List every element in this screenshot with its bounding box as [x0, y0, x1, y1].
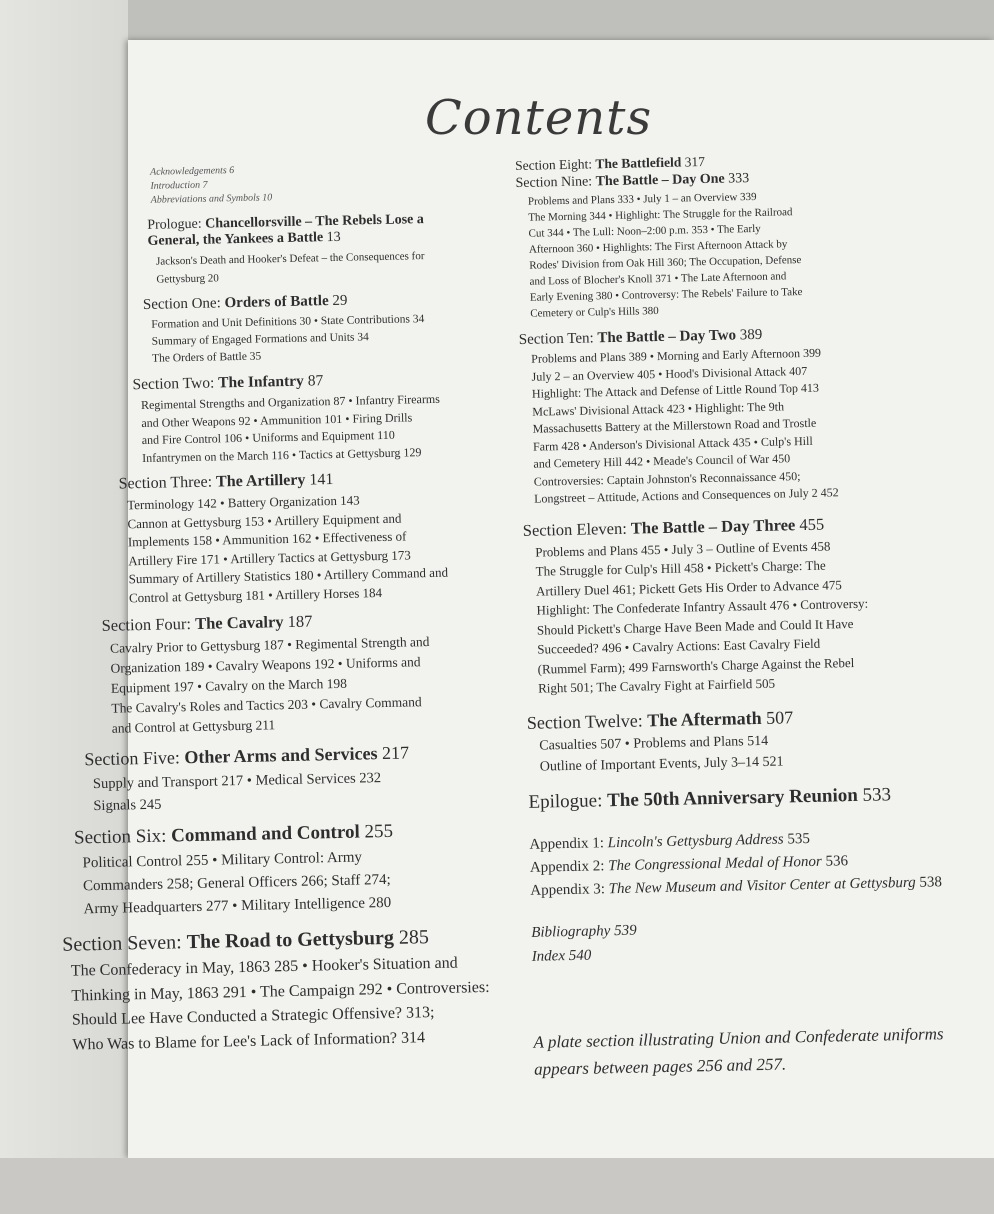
entry-line: Problems and Plans 333 • July 1 – an Overview 339	[527, 190, 757, 208]
toc-section	[101, 607, 521, 739]
section-label: Prologue:	[147, 216, 206, 233]
entry-line: (Rummel Farm); 499 Farnsworth's Charge Against the Rebel	[537, 654, 855, 677]
entry-line: Jackson's Death and Hooker's Defeat – the Consequences for	[155, 250, 425, 268]
section-label: Section Eight:	[515, 156, 596, 173]
section-entries	[110, 630, 522, 739]
entry-line: Highlight: The Confederate Infantry Assault 476 • Controversy:	[536, 595, 869, 618]
section-label: Section Ten:	[518, 330, 598, 348]
entry-line: The Cavalry's Roles and Tactics 203 • Cavalry Command	[111, 694, 422, 716]
toc-right-column	[515, 149, 984, 1083]
back-matter	[531, 911, 982, 968]
section-title: The 50th Anniversary Reunion	[606, 784, 859, 811]
entry-line: The Morning 344 • Highlight: The Struggle for the Railroad	[528, 206, 793, 224]
entry-line: Longstreet – Attitude, Actions and Consequences on July 2 452	[533, 485, 839, 506]
entry-line: Supply and Transport 217 • Medical Services 232	[92, 770, 382, 793]
toc-section	[62, 924, 528, 1058]
entry-line: and Loss of Blocher's Knoll 371 • The Late Afternoon and	[529, 270, 787, 288]
entry-line: Cemetery or Culp's Hills 380	[530, 305, 659, 320]
table-surface	[0, 1158, 994, 1214]
section-label: Section Four:	[101, 613, 196, 635]
section-label: Section Twelve:	[526, 709, 648, 733]
entry-line: Control at Gettysburg 181 • Artillery Horses 184	[128, 584, 383, 605]
section-page: 533	[857, 783, 892, 806]
section-entries	[71, 950, 529, 1058]
entry-line: Cavalry Prior to Gettysburg 187 • Regimental Strength and	[109, 634, 430, 656]
entry-line: McLaws' Divisional Attack 423 • Highlight: The 9th	[532, 398, 785, 419]
entry-line: Implements 158 • Ammunition 162 • Effectiveness of	[127, 528, 407, 550]
section-page: 29	[328, 292, 348, 310]
section-page: 217	[377, 742, 410, 764]
entry-line: Early Evening 380 • Controversy: The Rebels' Failure to Take	[529, 286, 803, 304]
section-label: Section Three:	[118, 473, 217, 493]
section-page: 285	[393, 926, 430, 949]
section-page: 507	[761, 706, 794, 728]
entry-line: The Confederacy in May, 1863 285 • Hooker's Situation and	[70, 954, 458, 980]
section-label: Section Six:	[73, 825, 172, 849]
entry-line: and Control at Gettysburg 211	[111, 717, 276, 736]
entry-line: Formation and Unit Definitions 30 • State Contributions 34	[151, 313, 425, 331]
section-entries	[535, 533, 976, 698]
front-matter-item: Acknowledgements 6	[150, 165, 235, 178]
plate-note	[533, 1019, 984, 1082]
section-entries	[127, 488, 519, 607]
front-matter-item: Abbreviations and Symbols 10	[150, 192, 273, 206]
section-entries	[141, 389, 516, 467]
entry-line: Who Was to Blame for Lee's Lack of Information? 314	[72, 1028, 426, 1054]
appendix-title: The New Museum and Visitor Center at Gettysburg	[608, 874, 916, 897]
entry-line: Outline of Important Events, July 3–14 521	[539, 754, 784, 775]
entry-line: Afternoon 360 • Highlights: The First Afternoon Attack by	[528, 238, 788, 256]
entry-line: The Orders of Battle 35	[151, 350, 262, 365]
back-matter-item: Bibliography 539	[531, 922, 637, 941]
entry-line: and Cemetery Hill 442 • Meade's Council of War 450	[533, 451, 791, 471]
section-page: 333	[724, 171, 750, 187]
entry-line: Thinking in May, 1863 291 • The Campaign 292 • Controversies:	[71, 978, 490, 1005]
entry-line: and Fire Control 106 • Uniforms and Equipment 110	[141, 427, 395, 448]
section-title: The Artillery	[215, 471, 306, 491]
toc-section	[74, 818, 526, 921]
section-label: Section Seven:	[62, 931, 187, 956]
section-title: The Cavalry	[194, 612, 284, 633]
section-page: 187	[283, 611, 313, 632]
appendix-title: Lincoln's Gettysburg Address	[607, 831, 784, 851]
appendix-page: 538	[915, 873, 943, 891]
section-page: 87	[303, 372, 324, 390]
toc-section	[527, 703, 978, 777]
appendix-page: 535	[783, 830, 811, 848]
section-label: Section One:	[142, 295, 225, 313]
section-title: The Infantry	[217, 372, 305, 392]
section-page: 389	[735, 326, 763, 344]
section-title: The Battlefield	[595, 154, 682, 172]
entry-line: Right 501; The Cavalry Fight at Fairfield 505	[537, 675, 776, 696]
entry-line: Army Headquarters 277 • Military Intelligence 280	[83, 894, 392, 918]
entry-line: Infantrymen on the March 116 • Tactics at Gettysburg 129	[141, 444, 422, 465]
page-title: Contents	[425, 90, 653, 146]
entry-line: Commanders 258; General Officers 266; Staff 274;	[82, 871, 391, 895]
entry-line: Political Control 255 • Military Control: Army	[82, 849, 363, 872]
entry-line: Should Pickett's Charge Have Been Made and Could It Have	[536, 615, 854, 638]
section-entries	[528, 185, 969, 322]
entry-line: Summary of Artillery Statistics 180 • Artillery Command and	[128, 564, 449, 587]
toc-section	[143, 289, 514, 368]
section-entries	[156, 245, 513, 288]
entry-line: July 2 – an Overview 405 • Hood's Divisional Attack 407	[531, 363, 808, 384]
appendix-title: The Congressional Medal of Honor	[608, 853, 822, 874]
section-page: 255	[359, 820, 394, 843]
entry-line: Cannon at Gettysburg 153 • Artillery Equipment and	[127, 510, 402, 531]
entry-line: Regimental Strengths and Organization 87 • Infantry Firearms	[140, 391, 441, 413]
entry-line: Signals 245	[93, 796, 162, 815]
section-entries	[539, 726, 978, 777]
entry-line: Equipment 197 • Cavalry on the March 198	[110, 675, 348, 696]
section-page: 13	[323, 229, 341, 246]
toc-section	[519, 323, 973, 509]
section-title: The Battle – Day Three	[630, 514, 796, 538]
section-label: Section Nine:	[515, 174, 596, 191]
entry-line: Cut 344 • The Lull: Noon–2:00 p.m. 353 • The Early	[528, 222, 761, 240]
section-title: The Road to Gettysburg	[186, 926, 395, 954]
entry-line: Gettysburg 20	[156, 272, 219, 286]
plate-note-line: appears between pages 256 and 257.	[533, 1054, 787, 1079]
front-matter-item: Introduction 7	[150, 179, 208, 192]
entry-line: Massachusetts Battery at the Millerstown Road and Trostle	[532, 415, 817, 436]
entry-line: Organization 189 • Cavalry Weapons 192 • Uniforms and	[110, 654, 421, 676]
entry-line: Rodes' Division from Oak Hill 360; The Occupation, Defense	[529, 254, 802, 272]
front-matter	[150, 158, 511, 208]
section-title: Orders of Battle	[224, 293, 329, 312]
section-entries	[531, 342, 972, 509]
toc-section	[528, 782, 978, 813]
section-title: The Battle – Day Two	[597, 327, 737, 347]
entry-line: Problems and Plans 455 • July 3 – Outline of Events 458	[535, 537, 831, 560]
entry-line: Problems and Plans 389 • Morning and Early Afternoon 399	[531, 345, 822, 366]
section-page: 317	[681, 154, 706, 170]
entry-line: Artillery Duel 461; Pickett Gets His Order to Advance 475	[535, 576, 842, 599]
section-page: 141	[305, 471, 334, 489]
section-page: 455	[795, 514, 825, 534]
section-entries	[151, 309, 514, 368]
toc-section	[84, 740, 523, 817]
toc-left-column	[62, 158, 529, 1056]
section-label: Section Two:	[132, 374, 219, 394]
entry-line: Terminology 142 • Battery Organization 143	[126, 492, 360, 513]
appendix-page: 536	[821, 852, 849, 870]
toc-section	[523, 511, 977, 698]
toc-section	[132, 368, 516, 467]
section-label: Section Eleven:	[522, 518, 632, 540]
toc-section	[147, 210, 512, 289]
section-heading	[528, 782, 978, 813]
entry-line: Farm 428 • Anderson's Divisional Attack 435 • Culp's Hill	[532, 433, 813, 454]
section-title: The Aftermath	[646, 707, 762, 730]
entry-line: Succeeded? 496 • Cavalry Actions: East Cavalry Field	[537, 635, 821, 657]
toc-section	[515, 167, 968, 322]
entry-line: Controversies: Captain Johnston's Reconnaissance 450;	[533, 468, 801, 489]
section-entries	[82, 843, 525, 921]
entry-line: The Struggle for Culp's Hill 458 • Pickett's Charge: The	[535, 557, 826, 579]
section-label: Epilogue:	[528, 789, 608, 813]
plate-note-line: A plate section illustrating Union and Confederate uniforms	[533, 1023, 944, 1052]
entry-line: and Other Weapons 92 • Ammunition 101 • Firing Drills	[141, 409, 413, 430]
entry-line: Artillery Fire 171 • Artillery Tactics at Gettysburg 173	[128, 546, 411, 568]
appendix-list	[529, 824, 980, 902]
section-entries	[93, 764, 524, 817]
section-title: Command and Control	[170, 821, 360, 847]
section-label: Section Five:	[84, 747, 185, 770]
section-title: Chancellorsville – The Rebels Lose a	[205, 212, 424, 232]
section-title: The Battle – Day One	[595, 171, 725, 190]
entry-line: Highlight: The Attack and Defense of Little Round Top 413	[531, 380, 820, 401]
appendix-label: Appendix 1:	[529, 834, 608, 853]
appendix-label: Appendix 3:	[530, 880, 609, 899]
entry-line: Summary of Engaged Formations and Units 34	[151, 331, 369, 348]
toc-section	[118, 467, 519, 607]
back-matter-item: Index 540	[531, 947, 592, 965]
entry-line: Should Lee Have Conducted a Strategic Offensive? 313;	[71, 1004, 435, 1029]
section-title: Other Arms and Services	[184, 743, 378, 768]
section-title-cont: General, the Yankees a Battle	[147, 230, 324, 249]
appendix-label: Appendix 2:	[529, 857, 609, 876]
entry-line: Casualties 507 • Problems and Plans 514	[539, 733, 769, 754]
